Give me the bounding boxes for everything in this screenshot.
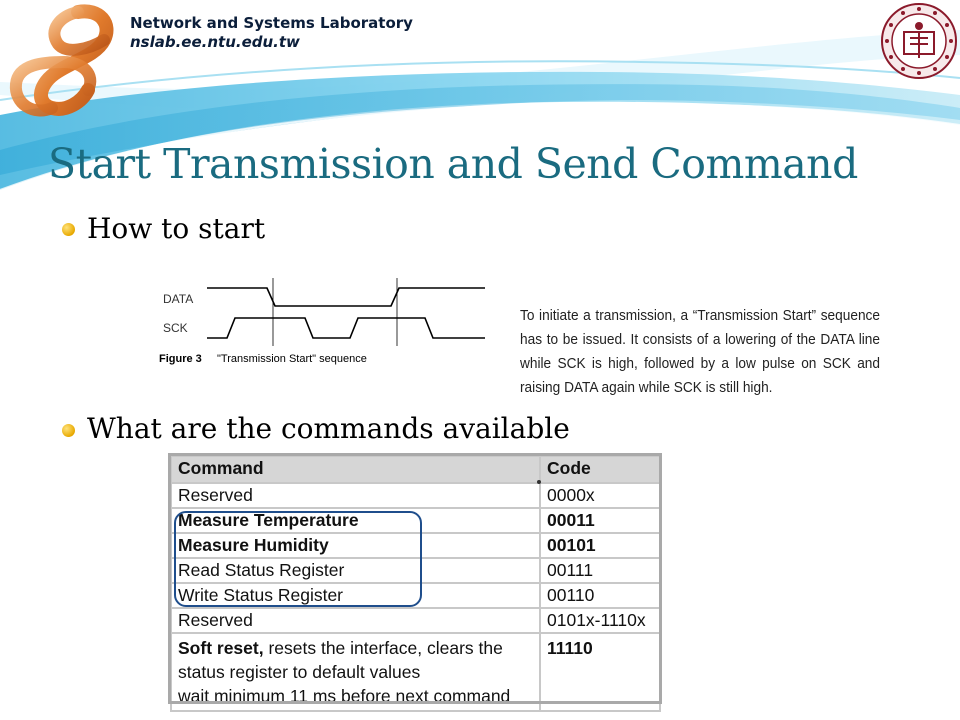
code-cell: 00101 [540,533,660,558]
code-cell: 00111 [540,558,660,583]
code-cell: 0000x [540,483,660,508]
stray-dot [537,480,541,484]
highlight-box [174,511,422,607]
signal-label-sck: SCK [163,321,188,335]
lab-url: nslab.ee.ntu.edu.tw [130,33,300,51]
lab-name: Network and Systems Laboratory [130,14,413,32]
transmission-start-description: To initiate a transmission, a “Transmission Start” sequence has to be issued. It consists of a lowering of the DATA line while SCK is high, followed by a low pulse on SCK and raising DATA again while SCK is still high. [520,307,880,396]
header-code: Code [540,456,660,483]
command-cell: Measure Temperature [171,508,540,533]
command-cell-soft-reset [171,633,540,711]
figure-label: Figure 3 [159,353,202,365]
soft-reset-desc-line2: status register to default values [178,662,421,682]
soft-reset-desc-line1: resets the interface, clears the [263,638,503,658]
data-waveform [207,288,485,306]
nslab-infinity-logo-icon [8,4,118,120]
table-row [171,483,660,508]
command-cell: Reserved [171,483,540,508]
signal-label-data: DATA [163,292,194,306]
code-cell: 0101x-1110x [540,608,660,633]
soft-reset-label: Soft reset, [178,638,264,658]
command-cell: Reserved [171,608,540,633]
command-cell: Read Status Register [171,558,540,583]
bullet-icon [62,223,75,236]
soft-reset-desc-line3: wait minimum 11 ms before next command [178,686,511,706]
table-header-row [171,456,660,483]
bullet-icon [62,424,75,437]
header-command: Command [171,456,540,483]
bullet-how-to-start: How to start [87,212,266,245]
command-cell: Measure Humidity [171,533,540,558]
figure-caption: "Transmission Start" sequence [217,353,367,365]
timing-diagram [155,270,495,380]
code-cell: 00011 [540,508,660,533]
table-row-soft-reset [171,633,660,711]
code-cell: 00110 [540,583,660,608]
sck-waveform [207,318,485,338]
bullet-commands-available: What are the commands available [87,412,570,445]
slide-title: Start Transmission and Send Command [48,140,858,188]
table-row [171,608,660,633]
command-cell: Write Status Register [171,583,540,608]
code-cell: 11110 [540,633,660,711]
university-seal-icon [880,2,958,80]
